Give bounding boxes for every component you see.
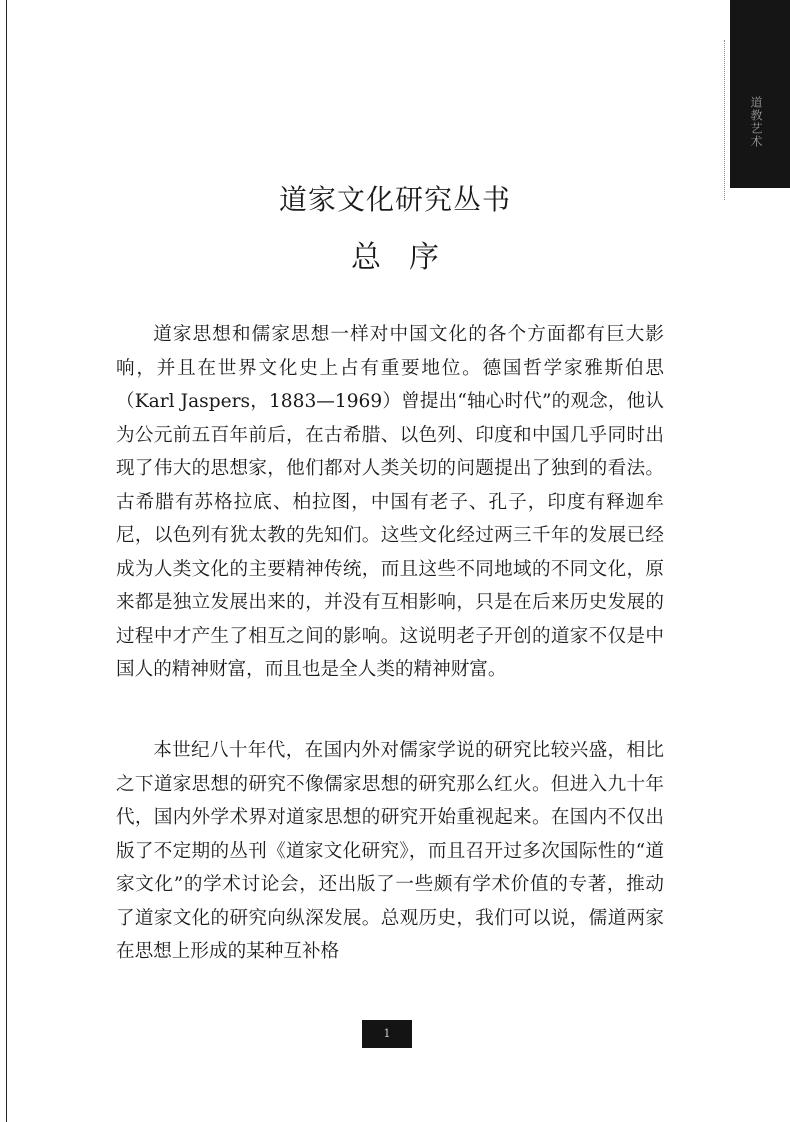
body-paragraph: 道家思想和儒家思想一样对中国文化的各个方面都有巨大影响，并且在世界文化史上占有重要地位。德国哲学家雅斯伯思（Karl Jaspers，1883—1969）曾提出“轴心时代”的观念，他认为公元前五百年前后，在古希腊、以色列、印度和中国几乎同时出现了伟大的思想家，他们都对人类关切的问题提出了独到的看法。古希腊有苏格拉底、柏拉图，中国有老子、孔子，印度有释迦牟尼，以色列有犹太教的先知们。这些文化经过两三千年的发展已经成为人类文化的主要精神传统，而且这些不同地域的不同文化，原来都是独立发展出来的，并没有互相影响，只是在后来历史发展的过程中才产生了相互之间的影响。这说明老子开创的道家不仅是中国人的精神财富，而且也是全人类的精神财富。: [116, 324, 664, 680]
side-dotted-rule: [724, 40, 729, 200]
series-title: 道家文化研究丛书: [278, 183, 511, 216]
preface-title: 总序: [351, 240, 467, 275]
side-tab: [730, 0, 790, 188]
page-edge-rule: [6, 0, 7, 1122]
body-paragraph: 本世纪八十年代，在国内外对儒家学说的研究比较兴盛，相比之下道家思想的研究不像儒家思想的研究那么红火。但进入九十年代，国内外学术界对道家思想的研究开始重视起来。在国内不仅出版了不定期的丛刊《道家文化研究》，而且召开过多次国际性的“道家文化”的学术讨论会，还出版了一些颇有学术价值的专著，推动了道家文化的研究向纵深发展。总观历史，我们可以说，儒道两家在思想上形成的某种互补格: [116, 740, 664, 962]
page-number: 1: [362, 1020, 412, 1048]
side-tab-label: 道教艺术: [749, 96, 763, 148]
